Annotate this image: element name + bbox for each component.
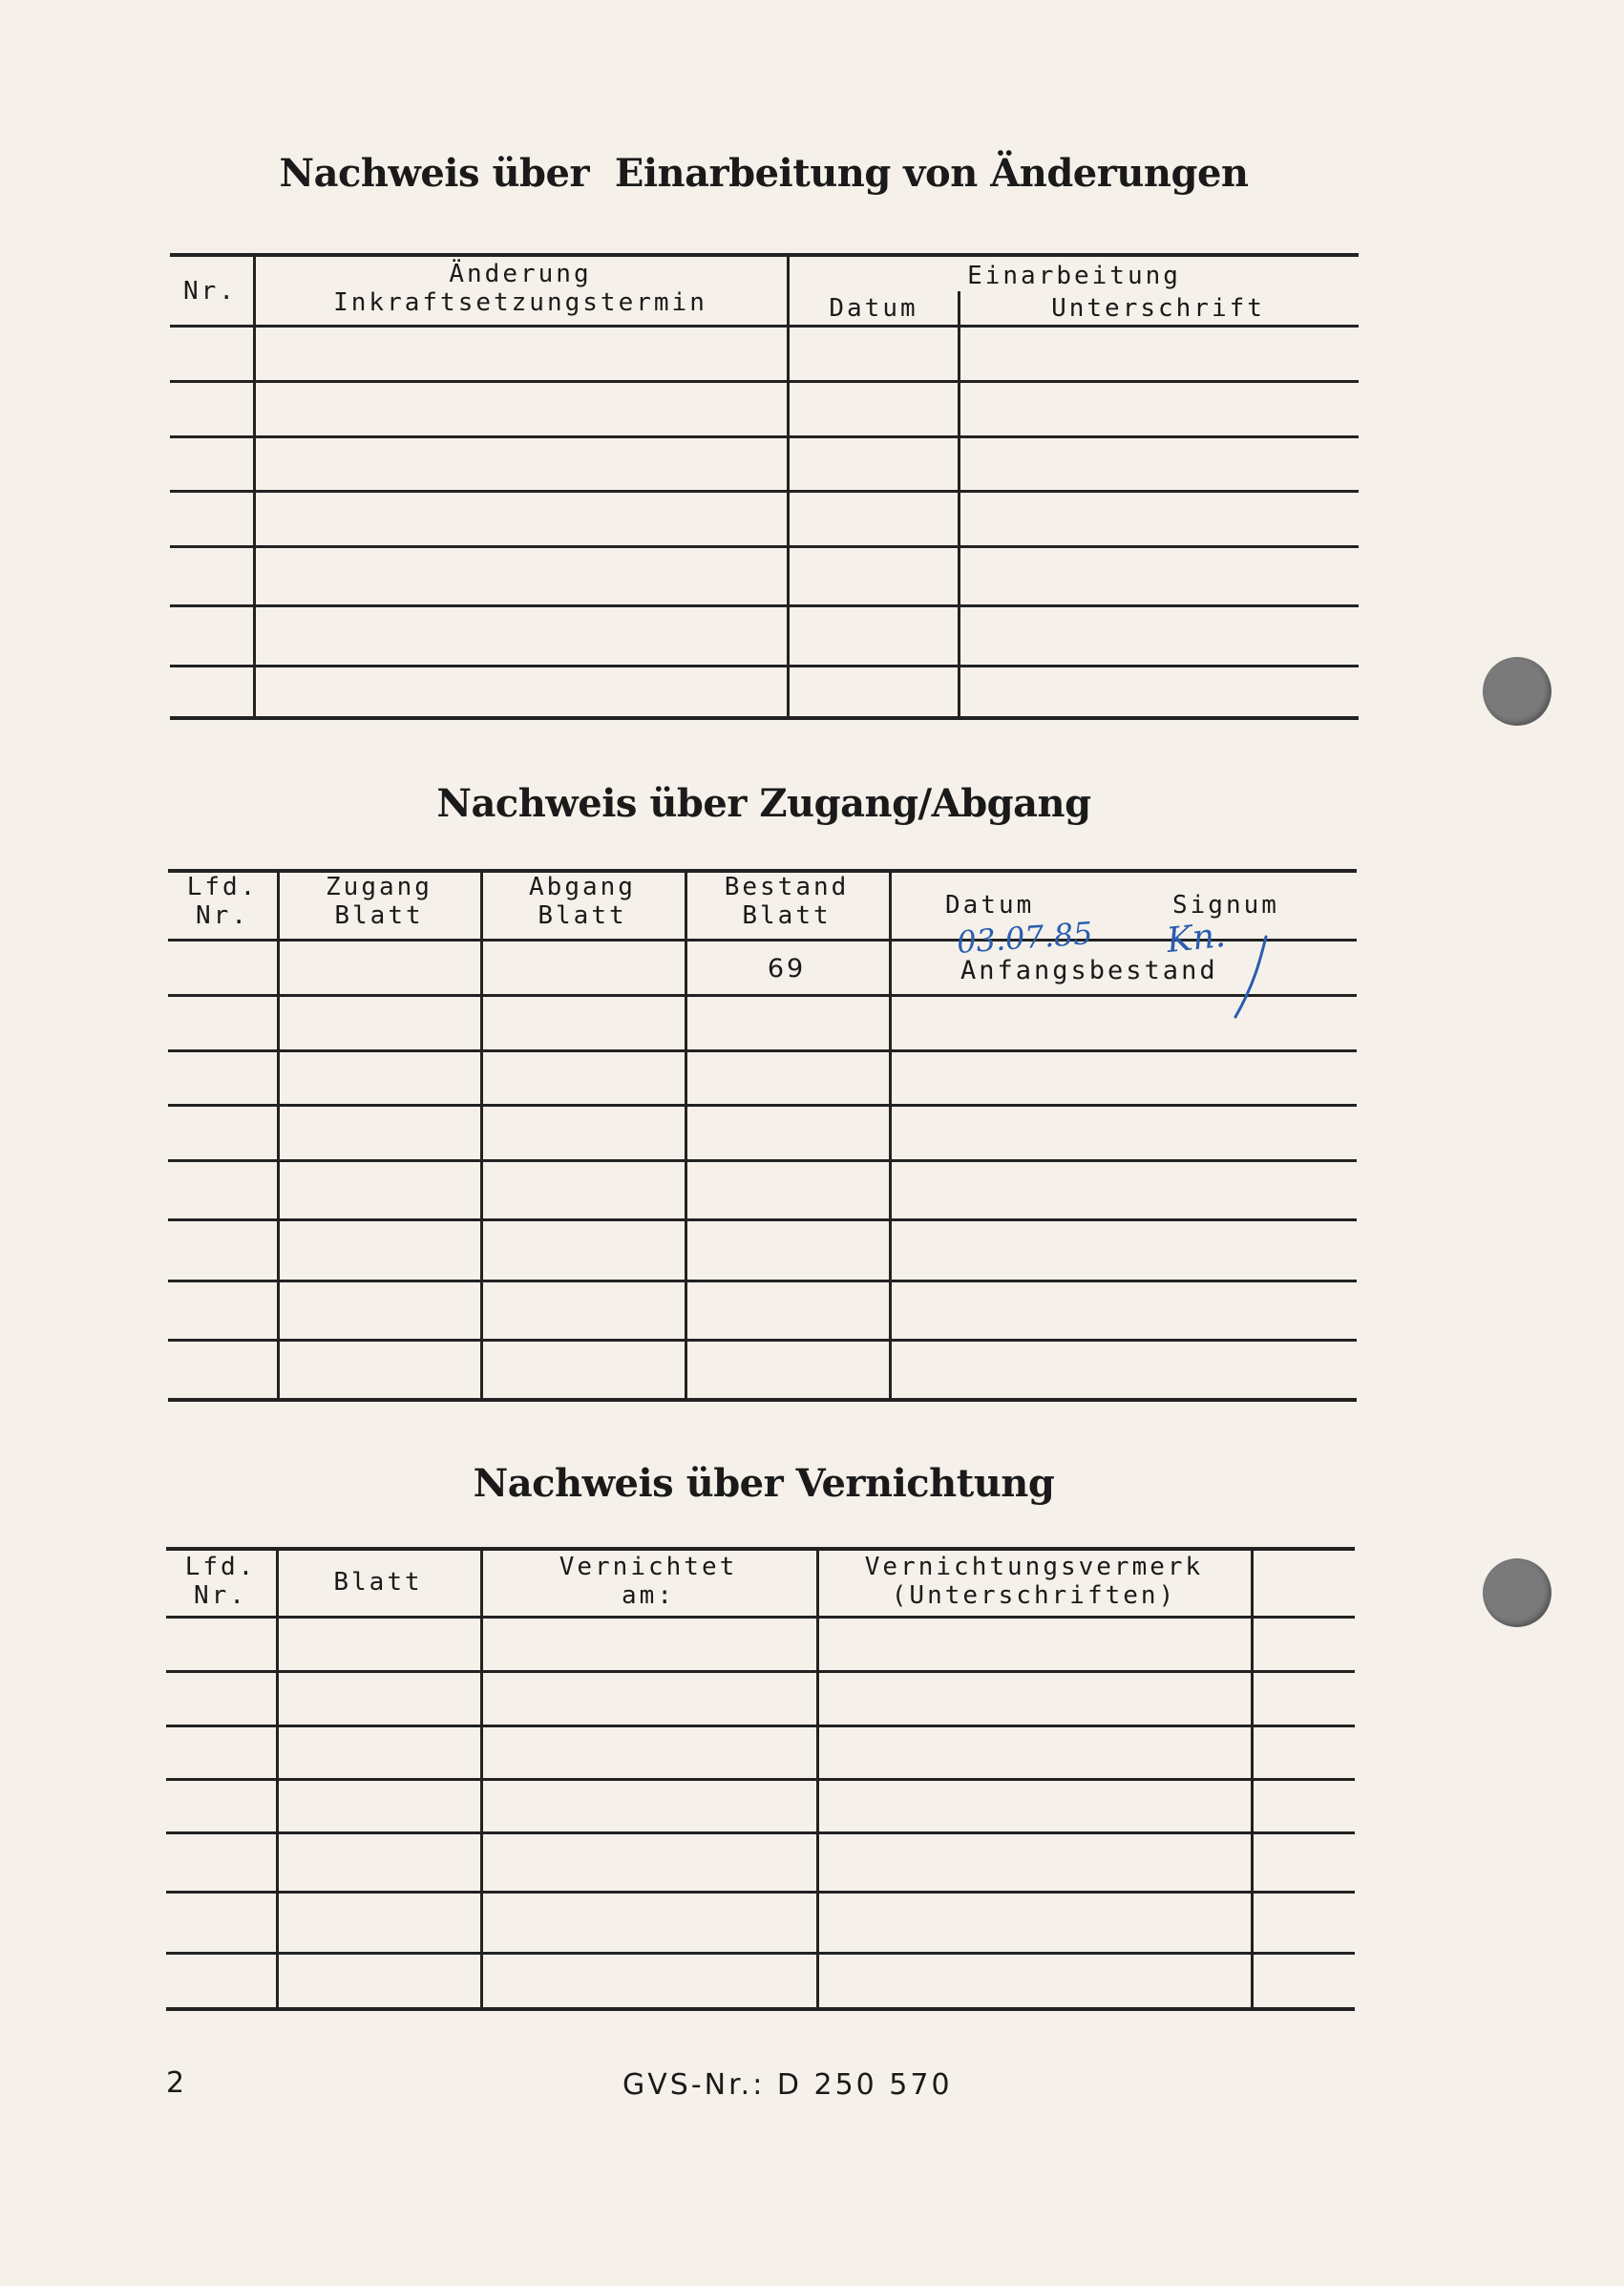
header-unterschrift: Unterschrift [1051, 294, 1265, 323]
page-number: 2 [166, 2066, 188, 2100]
section3-title: Nachweis über Vernichtung [473, 1461, 1055, 1506]
header-vernichtet-am: Vernichtet am: [559, 1553, 738, 1610]
header-lfd-nr: Lfd. Nr. [184, 1553, 257, 1610]
row1-bestand-value: 69 [767, 954, 807, 984]
signature-stroke [1222, 931, 1279, 1022]
gvs-number: GVS-Nr.: D 250 570 [622, 2068, 953, 2102]
section2-title: Nachweis über Zugang/Abgang [436, 781, 1091, 826]
header-datum: Datum [829, 294, 918, 323]
header-blatt: Blatt [333, 1568, 423, 1597]
header-einarbeitung: Einarbeitung [967, 262, 1181, 290]
handwritten-signature: Kn. [1165, 915, 1228, 962]
header-zugang-blatt: Zugang Blatt [326, 873, 432, 930]
section1-title: Nachweis über Einarbeitung von Änderungen [279, 151, 1249, 196]
header-signum: Signum [1172, 891, 1279, 920]
header-lfd-nr: Lfd. Nr. [186, 873, 259, 930]
header-abgang-blatt: Abgang Blatt [529, 873, 636, 930]
header-bestand-blatt: Bestand Blatt [724, 873, 850, 930]
header-vernichtungsvermerk: Vernichtungsvermerk (Unterschriften) [864, 1553, 1204, 1610]
header-aenderung: Änderung Inkraftsetzungstermin [333, 260, 707, 317]
header-datum: Datum [945, 891, 1035, 920]
header-nr: Nr. [183, 277, 237, 306]
handwritten-date: 03.07.85 [955, 915, 1094, 961]
row1-anfangsbestand: Anfangsbestand [960, 956, 1218, 985]
punch-hole-bottom [1483, 1558, 1551, 1627]
punch-hole-top [1483, 657, 1551, 726]
